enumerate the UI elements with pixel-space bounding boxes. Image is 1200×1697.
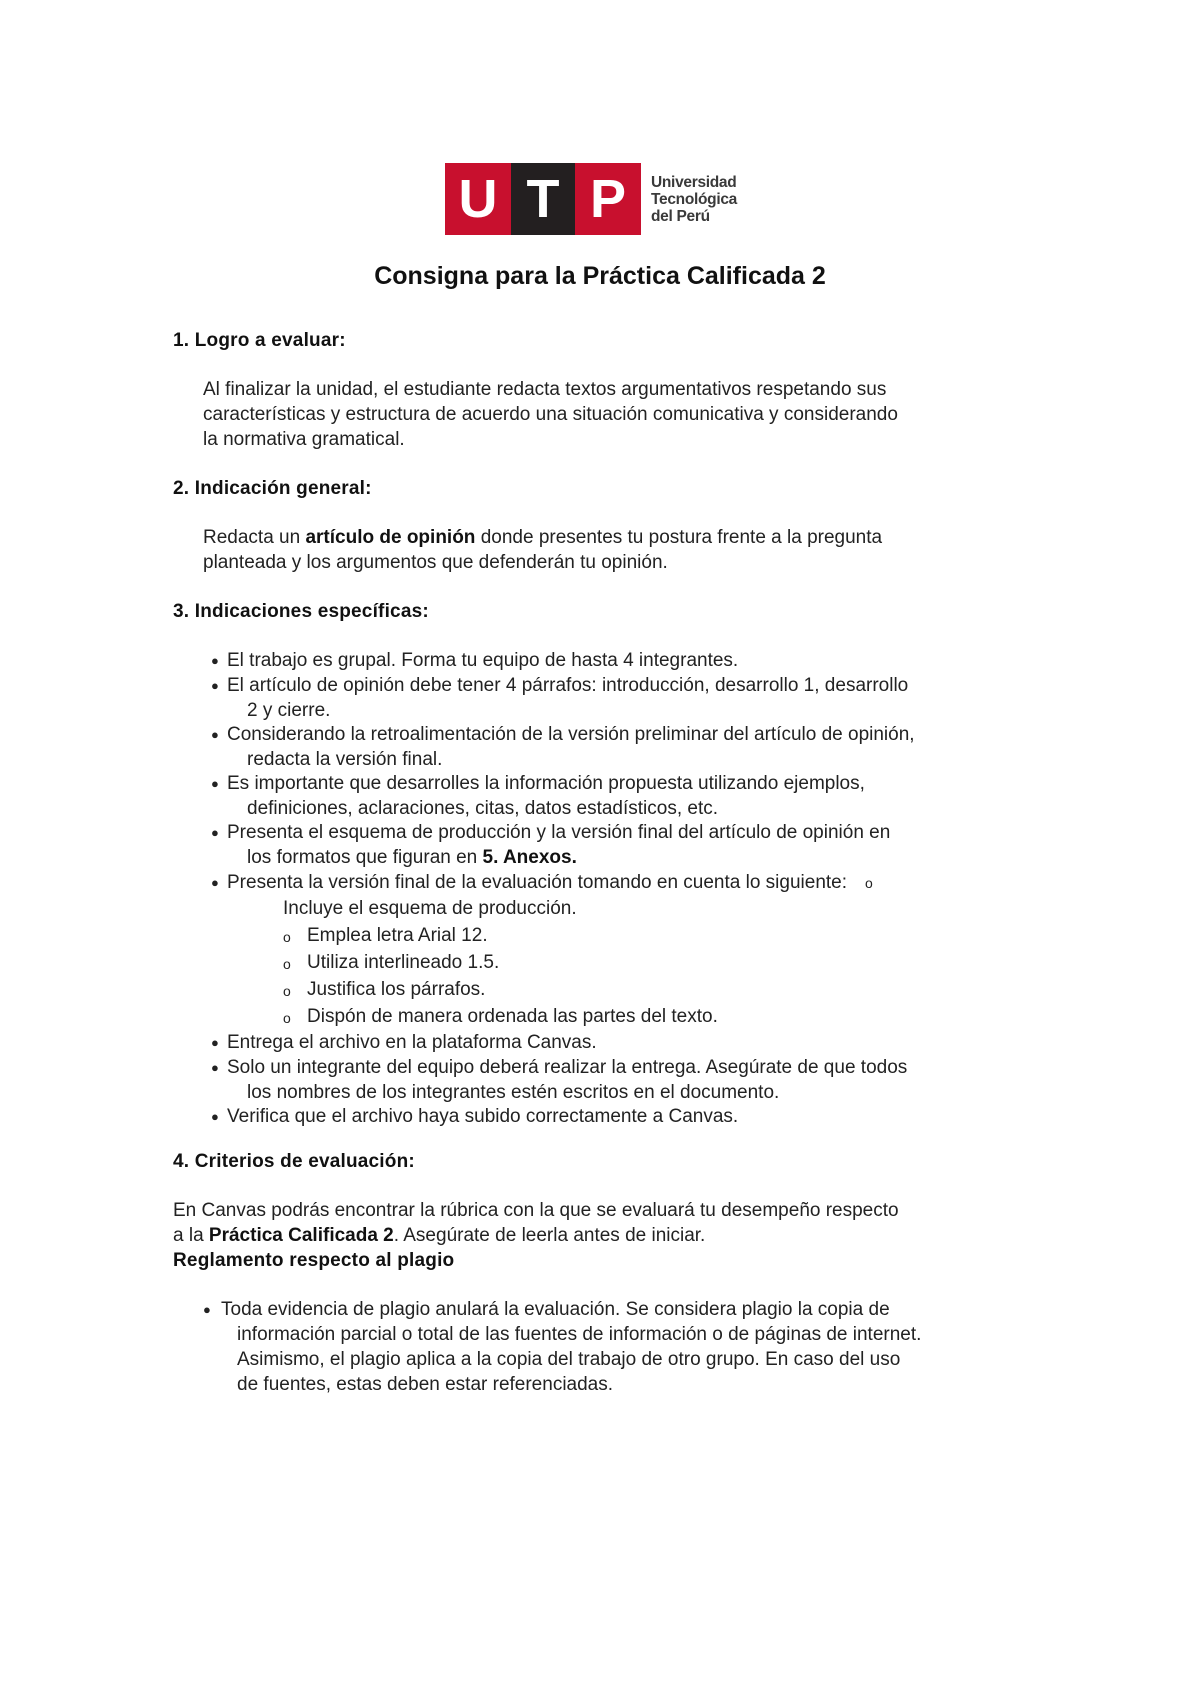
bullet-text: Verifica que el archivo haya subido correctamente a Canvas. bbox=[227, 1106, 739, 1127]
section-body-logro bbox=[203, 377, 1043, 452]
text-run: Redacta un bbox=[203, 527, 306, 548]
bullet-item bbox=[211, 870, 1071, 921]
text-run: . Asegúrate de leerla antes de iniciar. bbox=[393, 1225, 706, 1246]
bullet-icon: ● bbox=[211, 1109, 219, 1124]
text-line: características y estructura de acuerdo una situación comunicativa y considerando bbox=[203, 404, 898, 425]
logo-letter-u: U bbox=[445, 163, 511, 235]
document-title: Consigna para la Práctica Calificada 2 bbox=[374, 262, 826, 290]
sub-bullet-item bbox=[283, 977, 983, 1002]
bullet-text: Considerando la retroalimentación de la versión preliminar del artículo de opinión, bbox=[227, 724, 915, 745]
logo-letter-p: P bbox=[575, 163, 641, 235]
bullet-item bbox=[211, 673, 1071, 723]
logo-letter-blocks bbox=[445, 163, 641, 235]
bullet-text: Presenta el esquema de producción y la versión final del artículo de opinión en bbox=[227, 822, 891, 843]
text-line: Al finalizar la unidad, el estudiante redacta textos argumentativos respetando sus bbox=[203, 379, 887, 400]
bullet-text: redacta la versión final. bbox=[247, 749, 443, 770]
bullet-text: Solo un integrante del equipo deberá realizar la entrega. Asegúrate de que todos bbox=[227, 1057, 908, 1078]
text-line bbox=[173, 1223, 1053, 1248]
bullet-item bbox=[211, 1030, 1071, 1055]
bullet-icon: ● bbox=[211, 1035, 219, 1050]
bullet-text: Incluye el esquema de producción. bbox=[283, 898, 577, 919]
bullet-icon: ● bbox=[211, 727, 219, 742]
bold-text: artículo de opinión bbox=[305, 527, 476, 548]
text-line bbox=[203, 525, 1043, 550]
logo-name-line: Tecnológica bbox=[651, 190, 737, 208]
plagio-heading: Reglamento respecto al plagio bbox=[173, 1250, 455, 1271]
bullet-text: los nombres de los integrantes estén escritos en el documento. bbox=[247, 1082, 780, 1103]
bullet-text: 2 y cierre. bbox=[247, 700, 331, 721]
section-body-indicacion-general bbox=[203, 525, 1043, 575]
bullet-item bbox=[211, 1104, 1071, 1129]
section-body-criterios bbox=[173, 1198, 1053, 1248]
bullet-text bbox=[227, 870, 1071, 896]
bullet-icon: ● bbox=[203, 1302, 211, 1317]
bullet-text: información parcial o total de las fuentes de información o de páginas de internet. bbox=[237, 1324, 922, 1345]
bullet-icon: ● bbox=[211, 825, 219, 840]
bullet-text: de fuentes, estas deben estar referenciadas. bbox=[237, 1374, 614, 1395]
logo-letter-t: T bbox=[511, 163, 575, 235]
text-line: la normativa gramatical. bbox=[203, 429, 405, 450]
bullet-icon: ● bbox=[211, 776, 219, 791]
sub-bullet-icon: o bbox=[283, 1010, 291, 1026]
bullet-icon: ● bbox=[211, 1060, 219, 1075]
bullet-item bbox=[211, 648, 1071, 673]
sub-bullet-text: Emplea letra Arial 12. bbox=[307, 925, 488, 946]
bold-text: Práctica Calificada 2 bbox=[208, 1225, 394, 1246]
text-run: Presenta la versión final de la evaluación tomando en cuenta lo siguiente: bbox=[227, 872, 848, 893]
bullet-text: Entrega el archivo en la plataforma Canvas. bbox=[227, 1032, 597, 1053]
bold-text: 5. Anexos. bbox=[482, 847, 577, 868]
bullet-icon: ● bbox=[211, 875, 219, 890]
sub-bullet-text: Justifica los párrafos. bbox=[307, 979, 486, 1000]
bullet-item bbox=[211, 1055, 1071, 1105]
bullet-text: Asimismo, el plagio aplica a la copia del trabajo de otro grupo. En caso del uso bbox=[237, 1349, 901, 1370]
text-line: planteada y los argumentos que defenderán tu opinión. bbox=[203, 552, 668, 573]
section-heading-criterios: 4. Criterios de evaluación: bbox=[173, 1151, 415, 1172]
sub-bullet-item bbox=[283, 950, 983, 975]
bullet-icon: ● bbox=[211, 653, 219, 668]
bullet-item bbox=[203, 1297, 1043, 1397]
text-line: En Canvas podrás encontrar la rúbrica con la que se evaluará tu desempeño respecto bbox=[173, 1200, 899, 1221]
sub-bullet-text: Utiliza interlineado 1.5. bbox=[307, 952, 500, 973]
logo-university-name bbox=[651, 174, 737, 225]
bullet-text: Es importante que desarrolles la información propuesta utilizando ejemplos, bbox=[227, 773, 865, 794]
sub-bullet-icon: o bbox=[283, 956, 291, 972]
sub-bullet-icon: o bbox=[865, 875, 873, 891]
section-heading-indicaciones-especificas: 3. Indicaciones específicas: bbox=[173, 601, 429, 622]
text-run: a la bbox=[173, 1225, 209, 1246]
bullet-item bbox=[211, 722, 1071, 772]
sub-bullet-icon: o bbox=[283, 983, 291, 999]
bullet-text: El trabajo es grupal. Forma tu equipo de hasta 4 integrantes. bbox=[227, 650, 739, 671]
bullet-text bbox=[247, 845, 1071, 870]
bullet-text: definiciones, aclaraciones, citas, datos estadísticos, etc. bbox=[247, 798, 719, 819]
text-run: los formatos que figuran en bbox=[247, 847, 483, 868]
sub-bullet-item bbox=[283, 1004, 983, 1029]
bullet-text: El artículo de opinión debe tener 4 párrafos: introducción, desarrollo 1, desarrollo bbox=[227, 675, 909, 696]
text-run: donde presentes tu postura frente a la pregunta bbox=[475, 527, 883, 548]
utp-logo bbox=[445, 163, 737, 235]
bullet-text: Toda evidencia de plagio anulará la evaluación. Se considera plagio la copia de bbox=[221, 1299, 890, 1320]
sub-bullet-item bbox=[283, 923, 983, 948]
bullet-icon: ● bbox=[211, 678, 219, 693]
bullet-item bbox=[211, 820, 1071, 870]
bullet-item bbox=[211, 771, 1071, 821]
logo-name-line: del Perú bbox=[651, 207, 710, 225]
sub-bullet-icon: o bbox=[283, 929, 291, 945]
logo-name-line: Universidad bbox=[651, 173, 737, 191]
section-heading-indicacion-general: 2. Indicación general: bbox=[173, 478, 372, 499]
section-heading-logro: 1. Logro a evaluar: bbox=[173, 330, 346, 351]
sub-bullet-text: Dispón de manera ordenada las partes del texto. bbox=[307, 1006, 718, 1027]
